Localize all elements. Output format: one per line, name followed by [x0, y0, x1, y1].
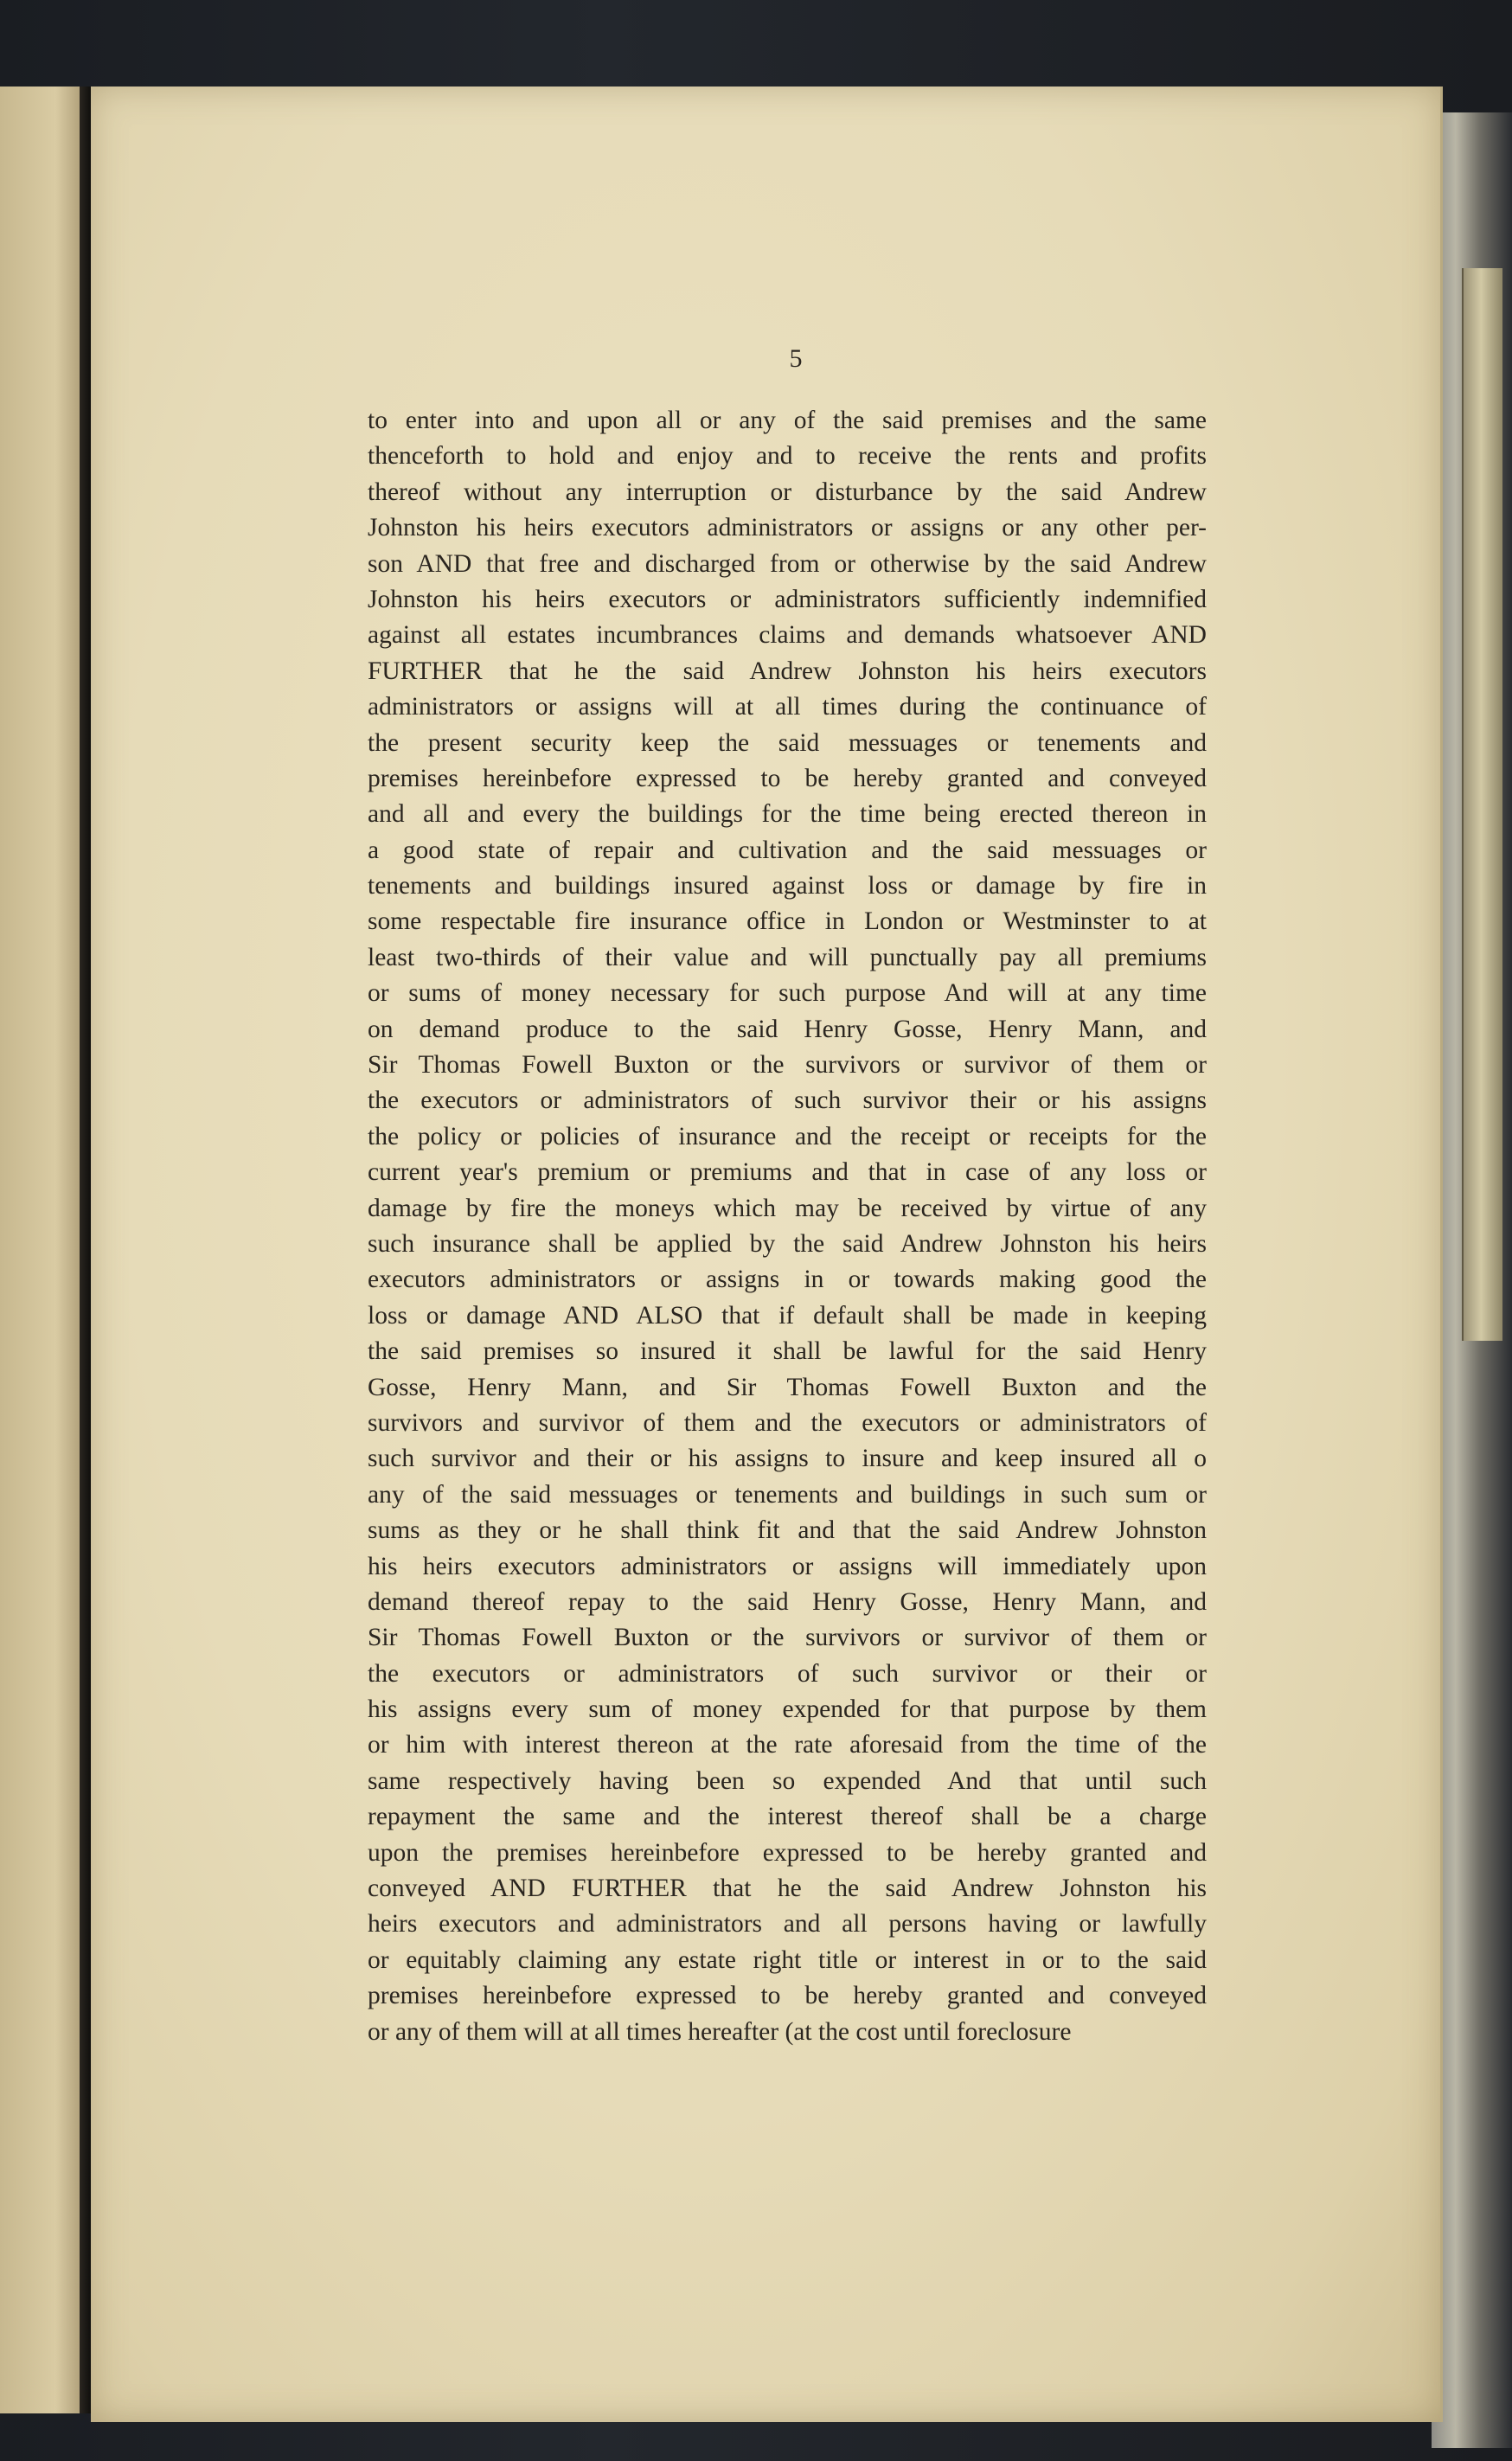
- text-line: the policy or policies of insurance and the receipt or receipts for the: [368, 1122, 1207, 1150]
- text-line: Sir Thomas Fowell Buxton or the survivors or survivor of them or: [368, 1624, 1207, 1652]
- text-line: repayment the same and the interest thereof shall be a charge: [368, 1803, 1207, 1831]
- text-line: FURTHER that he the said Andrew Johnston his heirs executors: [368, 657, 1207, 685]
- text-line: Sir Thomas Fowell Buxton or the survivors or survivor of them or: [368, 1051, 1207, 1080]
- text-line: tenements and buildings insured against loss or damage by fire in: [368, 872, 1207, 900]
- text-line: or sums of money necessary for such purpose And will at any time: [368, 979, 1207, 1008]
- text-line: conveyed AND FURTHER that he the said Andrew Johnston his: [368, 1875, 1207, 1903]
- text-line: to enter into and upon all or any of the said premises and the same: [368, 407, 1207, 434]
- text-line: Gosse, Henry Mann, and Sir Thomas Fowell Buxton and the: [368, 1373, 1207, 1401]
- text-line: such insurance shall be applied by the said Andrew Johnston his heirs: [368, 1229, 1207, 1258]
- text-line: such survivor and their or his assigns to insure and keep insured all o: [368, 1445, 1207, 1473]
- page-number: 5: [789, 344, 803, 373]
- text-line: least two-thirds of their value and will punctually pay all premiums: [368, 943, 1207, 971]
- text-line: Johnston his heirs executors administrators or assigns or any other per-: [368, 514, 1207, 542]
- text-line: the present security keep the said messuages or tenements and: [368, 728, 1207, 757]
- left-page-edge: [0, 87, 83, 2413]
- text-line: heirs executors and administrators and all persons having or lawfully: [368, 1910, 1207, 1939]
- body-text: [368, 403, 1207, 2050]
- text-line: damage by fire the moneys which may be received by virtue of any: [368, 1194, 1207, 1222]
- text-line: thenceforth to hold and enjoy and to receive the rents and profits: [368, 442, 1207, 471]
- text-line: son AND that free and discharged from or otherwise by the said Andrew: [368, 549, 1207, 578]
- text-line: premises hereinbefore expressed to be hereby granted and conveyed: [368, 1982, 1207, 2010]
- text-line: a good state of repair and cultivation and the said messuages or: [368, 836, 1207, 864]
- text-line: or equitably claiming any estate right title or interest in or to the said: [368, 1945, 1207, 1974]
- text-line: the executors or administrators of such survivor their or his assigns: [368, 1086, 1207, 1115]
- gutter-shadow: [80, 87, 92, 2413]
- text-line: current year's premium or premiums and that in case of any loss or: [368, 1158, 1207, 1187]
- text-line: demand thereof repay to the said Henry Gosse, Henry Mann, and: [368, 1587, 1207, 1616]
- text-line: or him with interest thereon at the rate aforesaid from the time of the: [368, 1731, 1207, 1759]
- text-line: his heirs executors administrators or assigns will immediately upon: [368, 1552, 1207, 1580]
- text-line: upon the premises hereinbefore expressed to be hereby granted and: [368, 1838, 1207, 1867]
- text-line: same respectively having been so expended And that until such: [368, 1766, 1207, 1795]
- text-line: any of the said messuages or tenements and buildings in such sum or: [368, 1480, 1207, 1509]
- bookmark-ribbon: [1462, 268, 1502, 1341]
- text-line: against all estates incumbrances claims and demands whatsoever AND: [368, 621, 1207, 650]
- text-line: the executors or administrators of such survivor or their or: [368, 1659, 1207, 1688]
- text-line: Johnston his heirs executors or administrators sufficiently indemnified: [368, 585, 1207, 613]
- text-line: some respectable fire insurance office in London or Westminster to at: [368, 907, 1207, 936]
- text-line: administrators or assigns will at all times during the continuance of: [368, 693, 1207, 721]
- text-line: and all and every the buildings for the time being erected thereon in: [368, 800, 1207, 829]
- text-line: or any of them will at all times hereafter (at the cost until foreclosure: [368, 2017, 1072, 2046]
- text-line: thereof without any interruption or disturbance by the said Andrew: [368, 477, 1207, 506]
- text-line: premises hereinbefore expressed to be hereby granted and conveyed: [368, 764, 1207, 792]
- text-line: loss or damage AND ALSO that if default shall be made in keeping: [368, 1301, 1207, 1330]
- text-line: the said premises so insured it shall be lawful for the said Henry: [368, 1337, 1207, 1366]
- text-line: sums as they or he shall think fit and that the said Andrew Johnston: [368, 1516, 1207, 1545]
- text-line: his assigns every sum of money expended for that purpose by them: [368, 1695, 1207, 1724]
- text-line: on demand produce to the said Henry Gosse, Henry Mann, and: [368, 1015, 1207, 1043]
- text-line: survivors and survivor of them and the executors or administrators of: [368, 1408, 1207, 1437]
- text-line: executors administrators or assigns in or towards making good the: [368, 1266, 1207, 1294]
